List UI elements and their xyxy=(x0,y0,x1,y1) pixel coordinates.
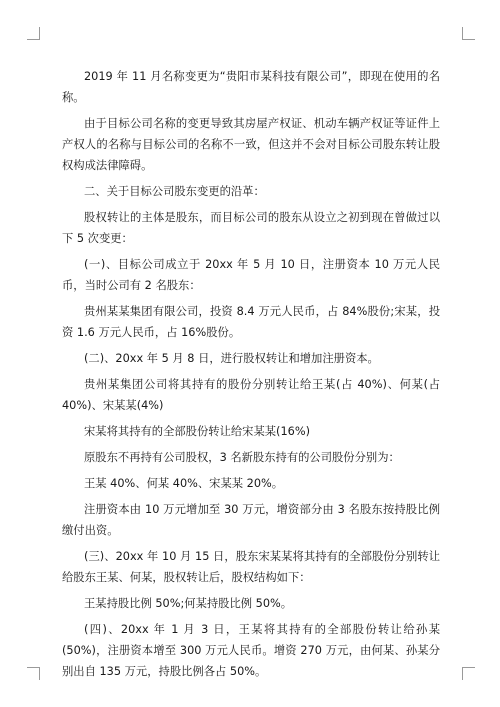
paragraph-capital-increase: 注册资本由 10 万元增加至 30 万元，增资部分由 3 名股东按持股比例缴付出资。 xyxy=(62,503,440,537)
paragraph-certificate-mismatch: 由于目标公司名称的变更导致其房屋产权证、机动车辆产权证等证件上产权人的名称与目标公司的名称不一致，但这并不会对目标公司股东转让股权构成法律障碍。 xyxy=(62,117,440,172)
paragraph-change-2: (二)、20xx 年 5 月 8 日，进行股权转让和增加注册资本。 xyxy=(84,352,379,365)
document-body xyxy=(62,66,440,687)
paragraph-group-transfer: 贵州某集团公司将其持有的股份分别转让给王某(占 40%)、何某(占 40%)、宋某某(4%) xyxy=(62,378,440,412)
crop-mark-top-left xyxy=(27,27,40,40)
paragraph-share-split: 王某 40%、何某 40%、宋某某 20%。 xyxy=(84,477,284,490)
section-heading-shareholder-history: 二、关于目标公司股东变更的沿革： xyxy=(84,185,265,198)
crop-mark-bottom-left xyxy=(27,667,40,680)
paragraph-initial-shareholders: 贵州某某集团有限公司，投资 8.4 万元人民币，占 84%股份;宋某，投资 1.6 万元人民币，占 16%股份。 xyxy=(62,305,440,339)
paragraph-five-changes: 股权转让的主体是股东，而目标公司的股东从设立之初到现在曾做过以下 5 次变更： xyxy=(62,211,440,245)
paragraph-name-change: 2019 年 11 月名称变更为“贵阳市某科技有限公司”，即现在使用的名称。 xyxy=(62,70,440,104)
paragraph-change-3: (三)、20xx 年 10 月 15 日，股东宋某某将其持有的全部股份分别转让给股东王某、何某，股权转让后，股权结构如下： xyxy=(62,550,440,584)
crop-mark-top-right xyxy=(462,27,475,40)
crop-mark-bottom-right xyxy=(462,667,475,680)
paragraph-equal-split: 王某持股比例 50%;何某持股比例 50%。 xyxy=(84,597,293,610)
paragraph-song-transfer: 宋某将其持有的全部股份转让给宋某某(16%) xyxy=(84,425,310,438)
paragraph-change-1: (一)、目标公司成立于 20xx 年 5 月 10 日，注册资本 10 万元人民币，当时公司有 2 名股东： xyxy=(62,258,440,292)
paragraph-new-shareholders: 原股东不再持有公司股权，3 名新股东持有的公司股份分别为： xyxy=(84,451,400,464)
paragraph-change-4: (四)、20xx 年 1 月 3 日，王某将其持有的全部股份转让给孙某(50%)，注册资本增至 300 万元人民币。增资 270 万元，由何某、孙某分别出自 135 万元，持股比例各占 50%。 xyxy=(62,623,440,678)
